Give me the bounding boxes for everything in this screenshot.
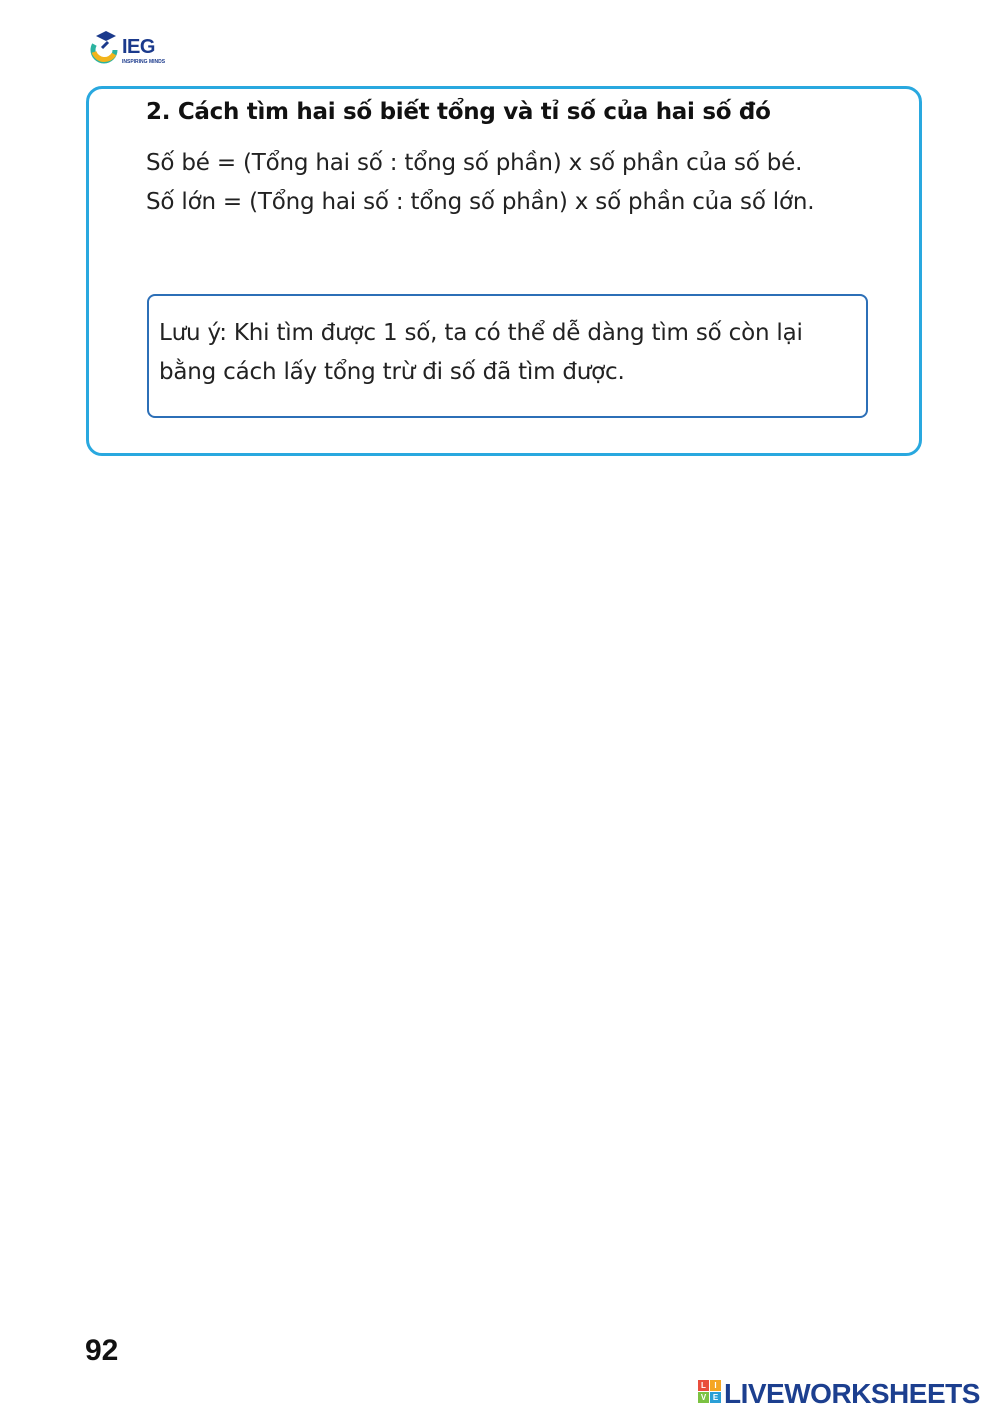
page-number: 92	[85, 1334, 119, 1367]
note-box	[147, 294, 868, 418]
formula-small-number: Số bé = (Tổng hai số : tổng số phần) x số phần của số bé.	[146, 150, 803, 176]
ieg-logo-icon	[88, 28, 120, 66]
logo-tagline: INSPIRING MINDS	[122, 59, 166, 65]
ieg-logo	[88, 28, 188, 68]
lw-icon-letter-v: V	[698, 1392, 709, 1403]
liveworksheets-text: LIVEWORKSHEETS	[724, 1378, 980, 1409]
formula-large-number: Số lớn = (Tổng hai số : tổng số phần) x số phần của số lớn.	[146, 189, 815, 215]
liveworksheets-icon	[698, 1380, 722, 1404]
logo-name: IEG	[122, 36, 155, 58]
section-title: 2. Cách tìm hai số biết tổng và tỉ số của hai số đó	[146, 99, 771, 125]
lw-icon-letter-l: L	[698, 1380, 709, 1391]
note-line-1: Lưu ý: Khi tìm được 1 số, ta có thể dễ dàng tìm số còn lại	[159, 320, 803, 346]
note-line-2: bằng cách lấy tổng trừ đi số đã tìm được.	[159, 359, 625, 385]
lw-icon-letter-e: E	[710, 1392, 721, 1403]
lw-icon-letter-i: I	[710, 1380, 721, 1391]
